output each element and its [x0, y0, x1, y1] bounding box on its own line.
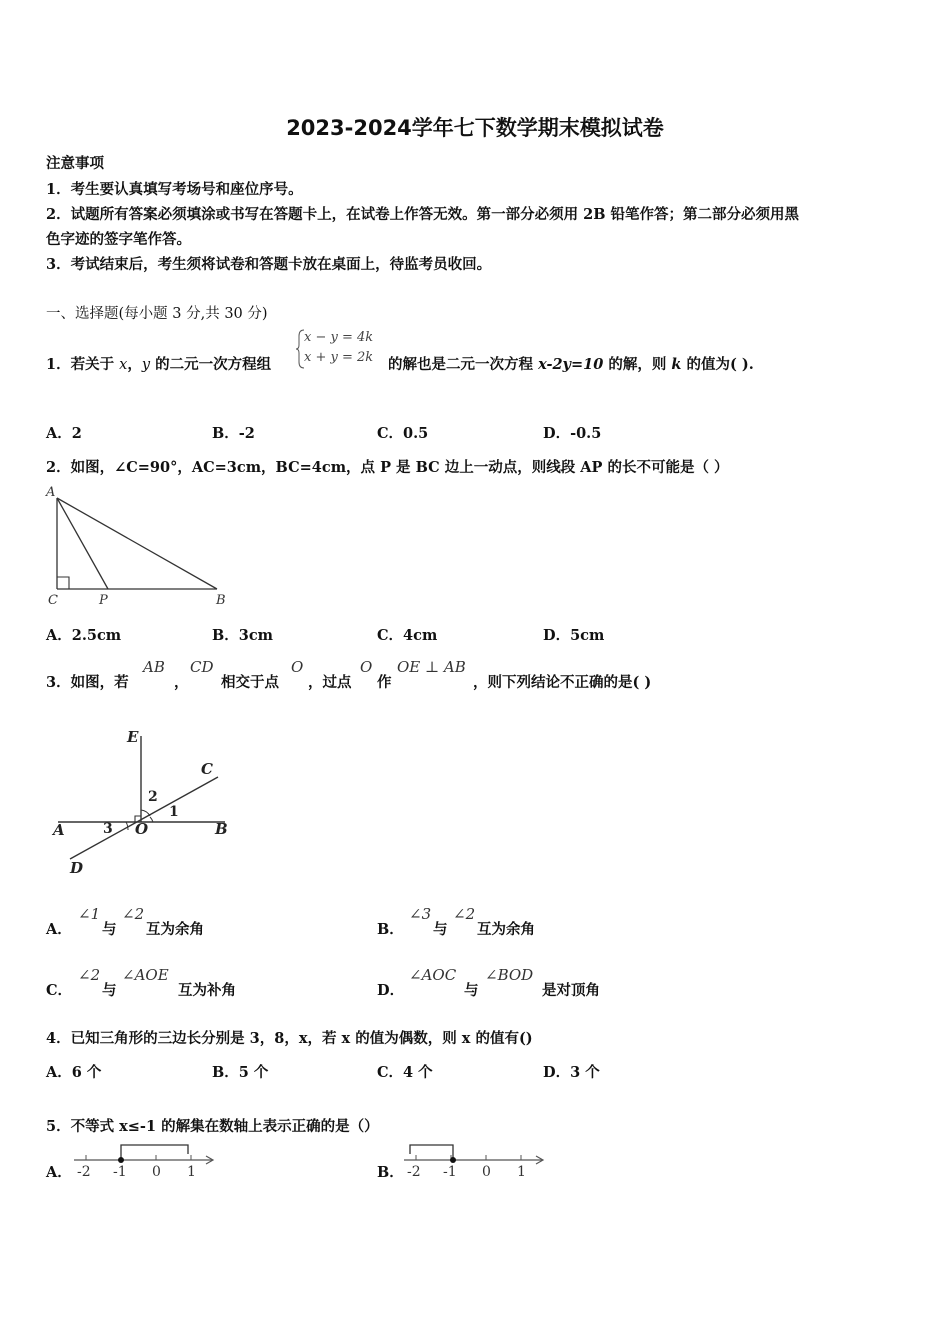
q3-line-cd	[70, 777, 218, 859]
q3-math-o: O	[291, 658, 304, 676]
q2-option-d[interactable]: D．5cm	[543, 627, 605, 644]
notice-heading: 注意事项	[46, 155, 104, 172]
q5-option-a-number-line[interactable]	[70, 1140, 220, 1182]
q3-label-d: D	[70, 859, 84, 877]
q2-label-c: C	[48, 593, 58, 608]
q3-part-2: ，	[174, 674, 189, 691]
solution-bracket	[121, 1145, 188, 1160]
tick-label: -2	[407, 1164, 421, 1180]
tick-label: 1	[187, 1164, 196, 1180]
q3-option-b-math-2: ∠2	[453, 905, 476, 923]
q1-option-b[interactable]: B．-2	[212, 425, 255, 442]
q5-option-b-label[interactable]: B．	[377, 1164, 404, 1181]
q3-option-c-math-2: ∠AOE	[122, 966, 169, 984]
q3-math-o-2: O	[360, 658, 373, 676]
q1-eq-1: x − y = 4k	[304, 330, 374, 345]
tick-label: 1	[517, 1164, 526, 1180]
q1-comma: ，	[127, 356, 142, 373]
question-1-stem-cont	[388, 353, 754, 374]
q3-option-a-math-2: ∠2	[122, 905, 145, 923]
tick-label: 0	[482, 1164, 491, 1180]
q3-part-3: 相交于点	[221, 674, 279, 691]
q1-eq-3: x-2y=10	[538, 356, 604, 373]
q3-option-c[interactable]	[46, 966, 366, 998]
question-2-stem: 2．如图，∠C=90°，AC=3cm，BC=4cm，点 P 是 BC 边上一动点，则线段 AP 的长不可能是（ ）	[46, 459, 729, 476]
solid-point	[450, 1157, 456, 1163]
tick-label: -2	[77, 1164, 91, 1180]
question-4-stem: 4．已知三角形的三边长分别是 3，8，x，若 x 的值为偶数，则 x 的值有()	[46, 1030, 533, 1047]
q3-math-oe-perp-ab: OE ⊥ AB	[397, 658, 466, 676]
q2-label-a: A	[46, 485, 56, 500]
q1-suffix-1: 的解也是二元一次方程	[388, 356, 539, 373]
q4-option-d[interactable]: D．3 个	[543, 1064, 600, 1081]
q3-label-3: 3	[103, 821, 113, 837]
q1-suffix-2: 的解，则	[603, 356, 672, 373]
q3-part-5: 作	[377, 674, 392, 691]
q3-option-d-label: D．	[377, 982, 405, 999]
question-5-stem: 5．不等式 x≤-1 的解集在数轴上表示正确的是（）	[46, 1118, 379, 1135]
q2-label-b: B	[216, 593, 226, 608]
q3-option-b-label: B．	[377, 921, 404, 938]
q2-option-c[interactable]: C．4cm	[377, 627, 438, 644]
solid-point	[118, 1157, 124, 1163]
question-1-stem	[46, 353, 271, 374]
q3-option-c-word: 与	[102, 982, 117, 999]
q3-option-b-word: 与	[433, 921, 448, 938]
q4-option-b[interactable]: B．5 个	[212, 1064, 269, 1081]
q3-label-1: 1	[169, 804, 179, 820]
tick-label: -1	[443, 1164, 457, 1180]
q3-label-o: O	[135, 820, 149, 838]
q3-math-cd: CD	[190, 658, 214, 676]
q5-option-b-number-line[interactable]	[400, 1140, 550, 1182]
q3-option-a-tail: 互为余角	[146, 921, 204, 938]
q1-var-y: y	[141, 357, 151, 373]
q3-option-b-tail: 互为余角	[477, 921, 535, 938]
q3-option-a-math-1: ∠1	[78, 905, 101, 923]
q3-label-c: C	[201, 760, 213, 778]
q3-option-c-math-1: ∠2	[78, 966, 101, 984]
q4-option-a[interactable]: A．6 个	[46, 1064, 102, 1081]
q3-option-c-label: C．	[46, 982, 73, 999]
q1-var-k: k	[671, 356, 682, 373]
q3-option-a-word: 与	[102, 921, 117, 938]
q3-label-2: 2	[148, 789, 158, 805]
q3-option-a-label: A．	[46, 921, 72, 938]
q4-option-c[interactable]: C．4 个	[377, 1064, 433, 1081]
q1-var-x: x	[119, 357, 128, 373]
q3-part-6: ，则下列结论不正确的是( )	[473, 674, 652, 691]
notice-item-1: 1．考生要认真填写考场号和座位序号。	[46, 181, 303, 198]
q3-math-ab: AB	[143, 658, 165, 676]
tick-label: -1	[113, 1164, 127, 1180]
q3-part-1: 3．如图，若	[46, 674, 129, 691]
q3-option-d-math-2: ∠BOD	[485, 966, 534, 984]
section-heading: 一、选择题(每小题 3 分,共 30 分)	[46, 306, 268, 322]
q3-label-b: B	[215, 820, 228, 838]
q1-prefix: 1．若关于	[46, 356, 120, 373]
q2-label-p: P	[99, 593, 108, 608]
q3-option-b-math-1: ∠3	[409, 905, 432, 923]
q5-option-a-label[interactable]: A．	[46, 1164, 72, 1181]
q3-part-4: ，过点	[308, 674, 352, 691]
q1-equation-system	[296, 328, 384, 370]
q2-segment-ab	[57, 498, 217, 589]
q1-option-a[interactable]: A．2	[46, 425, 82, 442]
right-angle-mark-icon	[57, 577, 69, 589]
angle-arc-icon	[150, 817, 153, 822]
q2-option-a[interactable]: A．2.5cm	[46, 627, 122, 644]
q3-option-a[interactable]	[46, 905, 366, 937]
q3-option-d-word: 与	[464, 982, 479, 999]
q1-suffix-3: 的值为( ).	[681, 356, 754, 373]
q1-eq-2: x + y = 2k	[304, 350, 374, 365]
q1-option-d[interactable]: D．-0.5	[543, 425, 602, 442]
q3-option-d-math-1: ∠AOC	[409, 966, 457, 984]
q3-label-a: A	[53, 821, 65, 839]
q1-option-c[interactable]: C．0.5	[377, 425, 429, 442]
notice-item-2-cont: 色字迹的签字笔作答。	[46, 231, 191, 248]
tick-label: 0	[152, 1164, 161, 1180]
q3-option-d-tail: 是对顶角	[542, 982, 600, 999]
q2-option-b[interactable]: B．3cm	[212, 627, 274, 644]
page-title: 2023-2024学年七下数学期末模拟试卷	[286, 116, 664, 140]
q3-option-c-tail: 互为补角	[178, 982, 236, 999]
q2-triangle-figure	[40, 482, 240, 608]
q3-label-e: E	[127, 728, 139, 746]
q3-intersecting-lines-figure	[40, 722, 250, 882]
notice-item-2: 2．试题所有答案必须填涂或书写在答题卡上，在试卷上作答无效。第一部分必须用 2B 铅笔作答；第二部分必须用黑	[46, 206, 800, 223]
q3-option-d[interactable]	[377, 966, 697, 998]
q2-segment-ap	[57, 498, 108, 589]
q3-option-b[interactable]	[377, 905, 697, 937]
angle-arc-icon	[126, 822, 128, 830]
notice-item-3: 3．考试结束后，考生须将试卷和答题卡放在桌面上，待监考员收回。	[46, 256, 492, 273]
q1-mid: 的二元一次方程组	[150, 356, 272, 373]
